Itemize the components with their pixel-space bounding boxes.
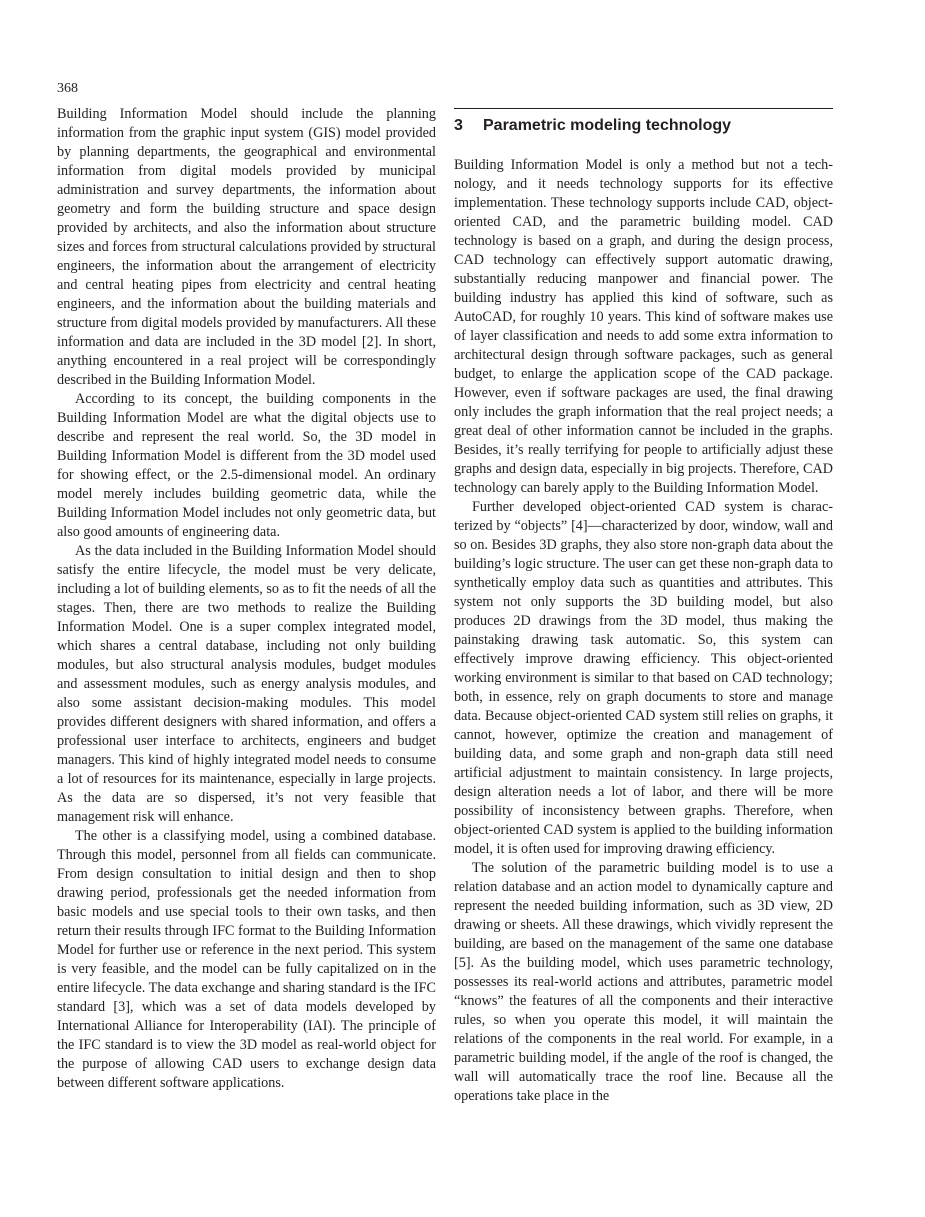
body-paragraph: According to its concept, the building components in the Building Information Model are what the digital objects use to describe and represent the real world. So, the 3D model in Building Information Model is different from the 3D model used for showing effect, or the 2.5-dimensional model. An ordinary model merely includes building geometric data, while the Building Information Model includes not only geometric data, but also good amounts of engineering data.	[57, 391, 436, 540]
body-paragraph: Building Information Model is only a method but not a technology, and it needs technology supports for its effective implementation. These technology supports include CAD, object-oriented CAD, and the parametric building model. CAD technology is based on a graph, and during the design process, CAD technology can effectively support automatic drawing, substantially reducing manpower and financial power. The building industry has applied this kind of software, such as AutoCAD, for roughly 10 years. This kind of software makes use of layer classification and needs to add some extra information to architectural design through software packages, such as general budget, to enlarge the application scope of the CAD package. However, even if software packages are used, the final drawing only includes the graph information that the real project needs; a great deal of other information cannot be included in the graphs. Besides, it’s really terrifying for people to artificially adjust these graphs and design data, especially in big projects. Therefore, CAD technology can barely apply to the Building Information Model.	[454, 157, 833, 496]
page-number: 368	[57, 81, 78, 96]
body-paragraph: The other is a classifying model, using a combined database. Through this model, personnel from all fields can communicate. From design consultation to initial design and then to shop drawing period, professionals get the needed information from basic models and use special tools to their own tasks, and then return their results through IFC format to the Building Information Model for further use or reference in the next period. This system is very feasible, and the model can be fully capitalized on in the entire lifecycle. The data exchange and sharing standard is the IFC standard [3], which was a set of data models developed by International Alliance for Interoperability (IAI). The principle of the IFC standard is to view the 3D model as real-world object for the purpose of allowing CAD users to exchange design data between different software applications.	[57, 828, 436, 1091]
section-title: Parametric modeling technology	[483, 117, 732, 134]
section-divider	[454, 108, 833, 109]
right-column	[454, 105, 833, 1106]
body-paragraph: Further developed object-oriented CAD system is characterized by “objects” [4]—characterized by door, window, wall and so on. Besides 3D graphs, they also store non-graph data about the building’s logic structure. The user can get these non-graph data to synthetically employ data such as quantities and attributes. This system not only supports the 3D building model, but also produces 2D drawings from the 3D model, thus making the painstaking drawing task automatic. So, this system can effectively improve drawing efficiency. This object-oriented working environment is similar to that based on CAD technology; both, in essence, rely on graph documents to store and manage data. Because object-oriented CAD system still relies on graphs, it cannot, however, optimize the creation and management of building data, and some graph and non-graph data still need artificial adjustment to maintain consistency. In large projects, design alteration needs a lot of labor, and there will be more possibility of inconsistency between graphs. Therefore, when object-oriented CAD system is applied to the building information model, it is often used for improving drawing efficiency.	[454, 499, 833, 857]
section-heading	[454, 116, 833, 136]
body-paragraph: The solution of the parametric building model is to use a relation database and an action model to dynamically capture and represent the needed building information, such as 3D view, 2D drawing or sheets. All these drawings, which vividly represent the building, are based on the management of the same one database [5]. As the building model, which uses parametric technology, possesses its real-world actions and attributes, parametric model “knows” the features of all the components and their interactive rules, so when you operate this model, it will maintain the relations of the components in the real world. For example, in a parametric building model, if the angle of the roof is changed, the wall will automatically trace the roof line. Because all the operations take place in the	[454, 860, 833, 1104]
body-paragraph: Building Information Model should include the planning information from the graphic input system (GIS) model provided by planning departments, the geographical and environmental information from digital models provided by municipal administration and survey departments, the information about geometry and form the building structure and space design provided by architects, and also the information about structure sizes and forces from structural calculations provided by structural engineers, the information about the arrangement of electricity and central heating pipes from electricity and central heating engineers, and the information about the building materials and structure from digital models provided by manufacturers. All these information and data are included in the 3D model [2]. In short, anything encountered in a real project will be correspondingly described in the Building Information Model.	[57, 106, 436, 388]
body-paragraph: As the data included in the Building Information Model should satisfy the entire lifecycle, the model must be very delicate, including a lot of building elements, so as to fit the needs of all the stages. Then, there are two methods to realize the Building Information Model. One is a super complex integrated model, which shares a central database, including not only building modules, but also structural analysis modules, budget modules and assessment modules, such as energy analysis modules, and also some assistant decision-making modules. This model provides different designers with shared information, and offers a professional user interface to architects, engineers and budget managers. This kind of highly integrated model needs to consume a lot of resources for its maintenance, especially in large projects. As the data are so dispersed, it’s not very feasible that management risk will enhance.	[57, 543, 436, 825]
section-number: 3	[454, 117, 463, 134]
left-column	[57, 105, 436, 1093]
